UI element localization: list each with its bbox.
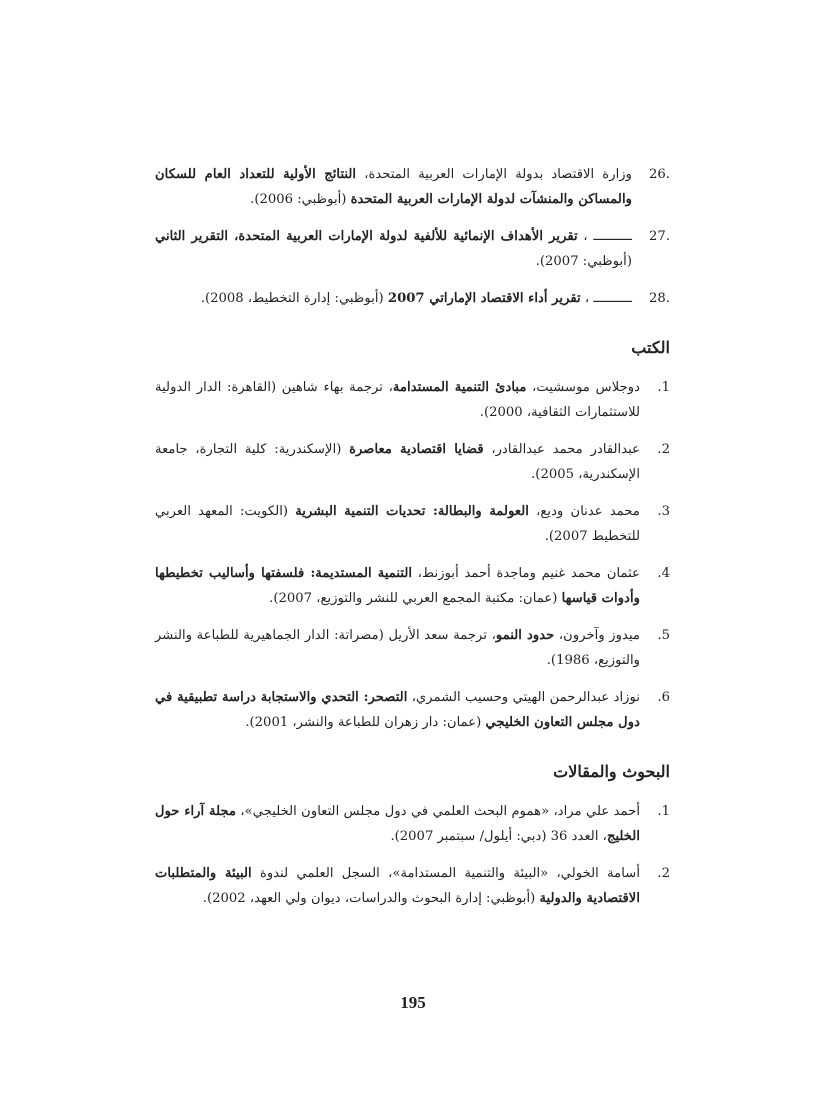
book-entry: [155, 685, 670, 735]
article-entry: [155, 861, 670, 911]
entry-text: ــــــــــ ، تقرير أداء الاقتصاد الإماراتي 2007 (أبوظبي: إدارة التخطيط، 2008).: [200, 291, 632, 306]
entry-number: .5: [657, 628, 670, 643]
entry-text: عثمان محمد غنيم وماجدة أحمد أبوزنط، التنمية المستديمة: فلسفتها وأساليب تخطيطها وأدوات قياسها (عمان: مكتبة المجمع العربي للنشر والتوزيع، 2007).: [155, 566, 640, 606]
books-heading: الكتب: [631, 338, 670, 357]
entry-number: .6: [657, 690, 670, 705]
bibliography-page: [155, 162, 670, 923]
entry-number: 27.: [649, 229, 670, 244]
entry-text: ميدوز وآخرون، حدود النمو، ترجمة سعد الأريل (مصراتة: الدار الجماهيرية للطباعة والنشر والتوزيع، 1986).: [155, 628, 641, 668]
entry-number: 26.: [649, 167, 670, 182]
entry-text: عبدالقادر محمد عبدالقادر، قضايا اقتصادية معاصرة (الإسكندرية: كلية التجارة، جامعة الإسكندرية، 2005).: [155, 442, 640, 482]
page-number: 195: [400, 993, 426, 1012]
entry-text: أسامة الخولي، «البيئة والتنمية المستدامة»، السجل العلمي لندوة البيئة والمتطلبات الاقتصادية والدولية (أبوظبي: إدارة البحوث والدراسات، ديوان ولي العهد، 2002).: [155, 866, 640, 906]
entry-number: .2: [657, 442, 670, 457]
book-entry: [155, 623, 670, 673]
entry-text: دوجلاس موسشيت، مبادئ التنمية المستدامة، ترجمة بهاء شاهين (القاهرة: الدار الدولية للاستثمارات الثقافية، 2000).: [155, 380, 640, 420]
book-entry: [155, 499, 670, 549]
articles-heading: البحوث والمقالات: [553, 762, 670, 781]
entry-text: نوزاد عبدالرحمن الهيتي وحسيب الشمري، التصحر: التحدي والاستجابة دراسة تطبيقية في دول مجلس التعاون الخليجي (عمان: دار زهران للطباعة والنشر، 2001).: [155, 690, 640, 730]
entry-number: .2: [657, 866, 670, 881]
book-entry: [155, 437, 670, 487]
entry-text: محمد عدنان وديع، العولمة والبطالة: تحديات التنمية البشرية (الكويت: المعهد العربي للتخطيط 2007).: [155, 504, 640, 544]
entry-number: .1: [657, 380, 670, 395]
reference-entry: [155, 286, 670, 311]
book-entry: [155, 375, 670, 425]
book-entry: [155, 561, 670, 611]
reference-entry: [155, 162, 670, 212]
entry-number: .3: [657, 504, 670, 519]
entry-text: أحمد علي مراد، «هموم البحث العلمي في دول مجلس التعاون الخليجي»، مجلة آراء حول الخليج، العدد 36 (دبي: أيلول/ سبتمبر 2007).: [155, 804, 640, 844]
entry-number: 28.: [649, 291, 670, 306]
entry-number: .1: [657, 804, 670, 819]
entry-text: وزارة الاقتصاد بدولة الإمارات العربية المتحدة، النتائج الأولية للتعداد العام للسكان والمساكن والمنشآت لدولة الإمارات العربية المتحدة (أبوظبي: 2006).: [155, 167, 632, 207]
reference-entry: [155, 224, 670, 274]
article-entry: [155, 799, 670, 849]
entry-text: ــــــــــ ، تقرير الأهداف الإنمائية للألفية لدولة الإمارات العربية المتحدة، التقرير الثاني (أبوظبي: 2007).: [155, 229, 632, 269]
entry-number: .4: [657, 566, 670, 581]
